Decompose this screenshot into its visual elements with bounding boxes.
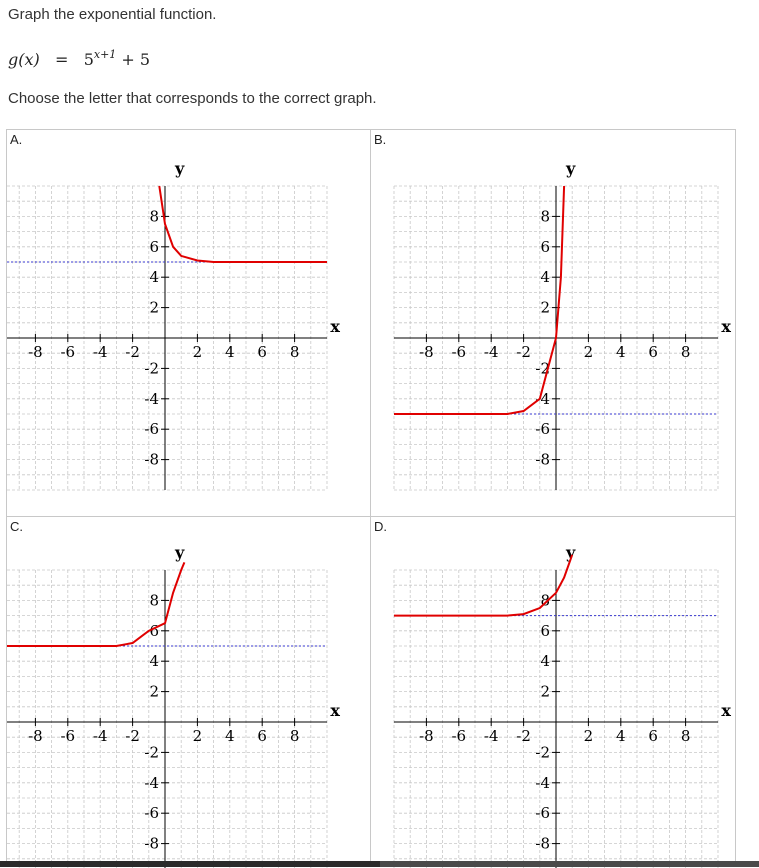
y-tick-label: -4 <box>144 389 159 408</box>
x-tick-label: -2 <box>125 343 140 361</box>
y-tick-label: -4 <box>535 389 550 408</box>
x-tick-label: 4 <box>616 727 626 745</box>
function-base: 5 <box>83 50 94 69</box>
y-tick-label: 2 <box>540 298 550 317</box>
x-tick-label: -6 <box>451 727 467 745</box>
x-tick-label: -8 <box>28 343 43 361</box>
y-tick-label: -6 <box>535 804 550 823</box>
x-tick-label: 6 <box>257 343 267 361</box>
x-tick-label: -4 <box>92 727 108 745</box>
y-tick-label: 2 <box>149 298 159 317</box>
option-panel-d[interactable] <box>370 516 736 867</box>
graph-d <box>371 517 737 868</box>
x-tick-label: 6 <box>648 727 658 745</box>
x-tick-label: -8 <box>419 727 434 745</box>
y-tick-label: 4 <box>540 652 550 671</box>
y-tick-label: -8 <box>535 834 550 853</box>
x-tick-label: -2 <box>125 727 140 745</box>
y-tick-label: 6 <box>149 237 159 256</box>
x-tick-label: 4 <box>225 727 235 745</box>
y-tick-label: 4 <box>149 268 159 287</box>
option-label-d: D. <box>374 519 387 534</box>
x-tick-label: 6 <box>257 727 267 745</box>
y-tick-label: 2 <box>540 682 550 701</box>
option-label-a: A. <box>10 132 23 147</box>
x-tick-label: 4 <box>225 343 235 361</box>
y-tick-label: 8 <box>540 207 550 226</box>
x-axis-label: x <box>721 701 731 720</box>
y-tick-label: 6 <box>149 621 159 640</box>
x-tick-label: -6 <box>451 343 467 361</box>
y-tick-label: 6 <box>540 237 550 256</box>
question-instruction: Graph the exponential function. <box>8 6 217 23</box>
x-tick-label: 6 <box>648 343 658 361</box>
y-tick-label: -6 <box>144 804 159 823</box>
x-tick-label: 2 <box>192 727 203 745</box>
y-tick-label: -2 <box>144 743 159 762</box>
option-panel-c[interactable] <box>6 516 371 867</box>
y-tick-label: -4 <box>144 773 159 792</box>
y-tick-label: -6 <box>144 420 159 439</box>
y-tick-label: 8 <box>149 207 159 226</box>
function-curve <box>159 186 327 262</box>
x-tick-label: 2 <box>192 343 203 361</box>
x-tick-label: -4 <box>483 343 499 361</box>
x-tick-label: -6 <box>60 727 76 745</box>
x-tick-label: -8 <box>419 343 434 361</box>
x-axis-label: x <box>330 701 340 720</box>
y-tick-label: -2 <box>535 743 550 762</box>
option-label-c: C. <box>10 519 23 534</box>
function-lhs: g(x) <box>8 50 40 69</box>
question-prompt: Choose the letter that corresponds to the correct graph. <box>8 90 377 107</box>
y-tick-label: -8 <box>535 450 550 469</box>
y-tick-label: 8 <box>540 591 550 610</box>
y-tick-label: 4 <box>540 268 550 287</box>
x-tick-label: 8 <box>289 343 300 361</box>
function-equals: = <box>55 50 69 69</box>
graph-a <box>7 130 372 518</box>
y-axis-label: y <box>566 158 576 178</box>
x-tick-label: 8 <box>680 343 691 361</box>
x-tick-label: -4 <box>92 343 108 361</box>
x-tick-label: -8 <box>28 727 43 745</box>
x-tick-label: -2 <box>516 727 531 745</box>
x-axis-label: x <box>330 317 340 336</box>
y-tick-label: -6 <box>535 420 550 439</box>
option-label-b: B. <box>374 132 387 147</box>
y-tick-label: -2 <box>535 359 550 378</box>
y-tick-label: 4 <box>149 652 159 671</box>
option-panel-a[interactable] <box>6 129 371 517</box>
x-tick-label: -4 <box>483 727 499 745</box>
x-tick-label: 4 <box>616 343 626 361</box>
y-axis-label: y <box>175 158 185 178</box>
y-tick-label: -8 <box>144 450 159 469</box>
function-exponent: x+1 <box>93 48 117 61</box>
x-tick-label: 8 <box>680 727 691 745</box>
x-tick-label: -6 <box>60 343 76 361</box>
y-tick-label: 8 <box>149 591 159 610</box>
y-tick-label: -4 <box>535 773 550 792</box>
function-tail: + 5 <box>121 50 151 69</box>
x-tick-label: 2 <box>583 343 594 361</box>
y-tick-label: -8 <box>144 834 159 853</box>
x-tick-label: -2 <box>516 343 531 361</box>
y-tick-label: -2 <box>144 359 159 378</box>
bottom-scroll-bar-right <box>380 861 759 867</box>
y-axis-label: y <box>566 542 576 562</box>
function-equation <box>8 48 150 69</box>
x-axis-label: x <box>721 317 731 336</box>
function-curve <box>394 186 564 414</box>
graph-b <box>371 130 737 518</box>
x-tick-label: 2 <box>583 727 594 745</box>
y-axis-label: y <box>175 542 185 562</box>
option-panel-b[interactable] <box>370 129 736 517</box>
y-tick-label: 6 <box>540 621 550 640</box>
graph-c <box>7 517 372 868</box>
y-tick-label: 2 <box>149 682 159 701</box>
x-tick-label: 8 <box>289 727 300 745</box>
